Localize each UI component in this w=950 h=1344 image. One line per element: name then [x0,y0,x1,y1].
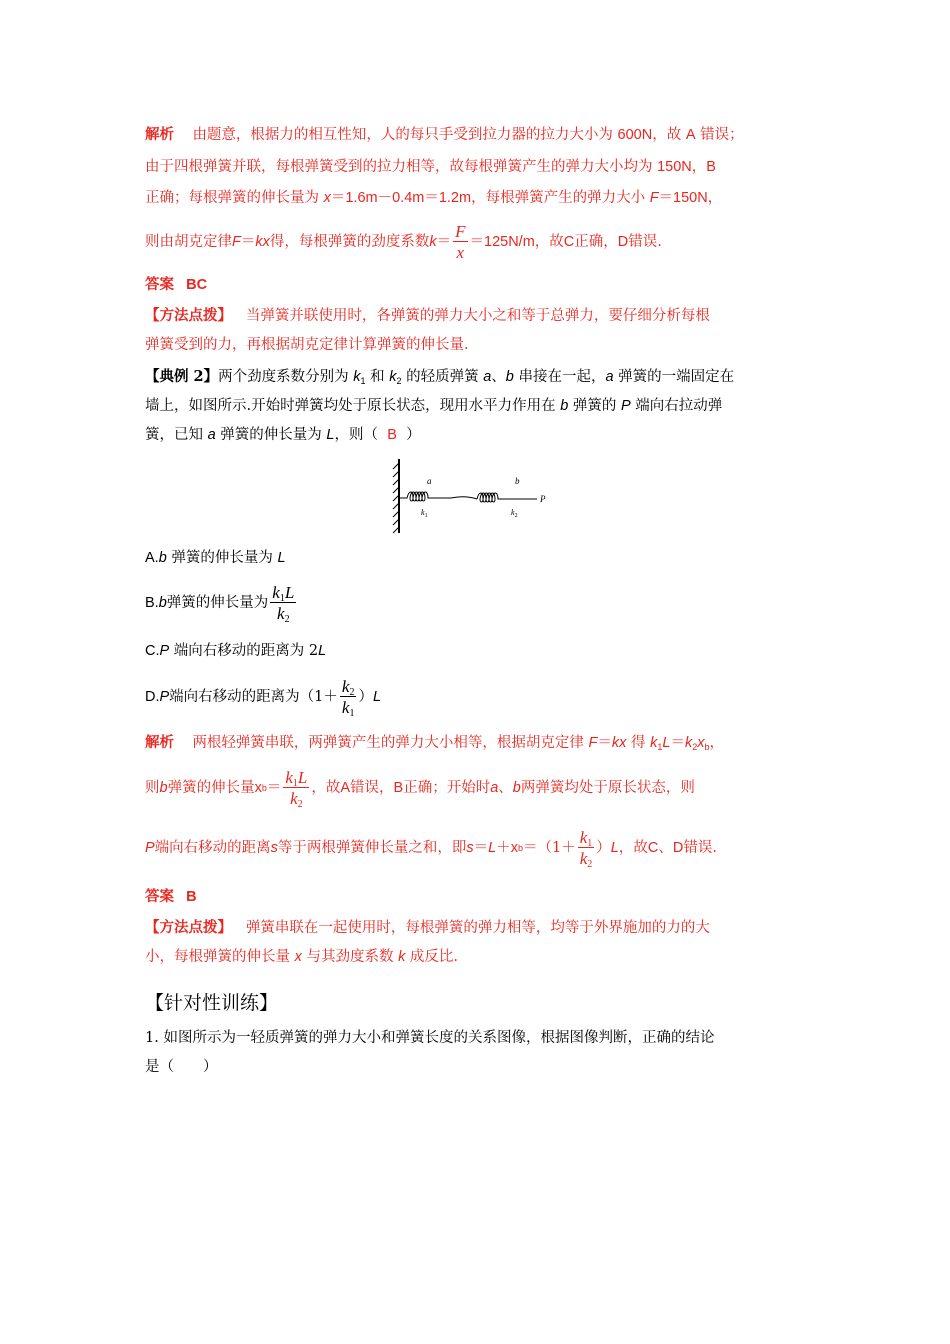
option-a: A.b 弹簧的伸长量为 L [145,550,286,566]
tip2-line1: 【方法点拨】 弹簧串联在一起使用时，每根弹簧的弹力相等，均等于外界施加的力的大 [145,919,710,936]
option-d: D. P 端向右移动的距离为（1＋ $\frac{k_2}{k_1}$ ） L [145,677,382,719]
label-p: P [540,494,546,504]
analysis1-line1: 解析 由题意，根据力的相互性知，人的每只手受到拉力器的拉力大小为 600N，故 A 错误； [145,127,744,143]
label-k1: $k_1$ [421,508,428,519]
answer2-label: 答案 [145,889,174,905]
tip2-line2: 小，每根弹簧的伸长量 x 与其劲度系数 k 成反比. [145,949,459,965]
example2-answer: B [387,427,397,443]
answer1 [145,275,207,295]
question1-line1: 1. 如图所示为一轻质弹簧的弹力大小和弹簧长度的关系图像，根据图像判断，正确的结论 [145,1030,715,1046]
fraction-k1l-over-k2: $\frac{k_1L}{k_2}$ [272,583,295,625]
question1-line2: 是（ ） [145,1059,218,1075]
label-b: b [515,476,520,486]
training-heading: 【针对性训练】 [145,992,279,1014]
tip1-line1: 【方法点拨】 当弹簧并联使用时，各弹簧的弹力大小之和等于总弹力，要仔细分析每根 [145,307,710,324]
analysis1-line4: 则由胡克定律 F ＝ kx 得，每根弹簧的劲度系数 k ＝ $\frac{F}{x}$ ＝125N/m ，故 C 正确， D 错误. [145,222,662,262]
option-c: C.P 端向右移动的距离为 2L [145,643,327,659]
option-b: B. b 弹簧的伸长量为 $\frac{k_1L}{k_2}$ [145,583,295,625]
spring-b [477,493,537,502]
tip1-line2: 弹簧受到的力，再根据胡克定律计算弹簧的伸长量. [145,337,469,353]
analysis1-line3: 正确；每根弹簧的伸长量为 x＝1.6m－0.4m＝1.2m，每根弹簧产生的弹力大小 F＝150N， [145,190,723,206]
example2-label: 【典例 2】 [145,368,219,385]
fraction-k1-over-k2: $\frac{k_1}{k_2}$ [579,828,593,870]
tip1-label: 【方法点拨】 [145,307,232,324]
fraction-f-over-x: $\frac{F}{x}$ [455,222,466,262]
label-k2: $k_2$ [511,508,518,519]
label-a: a [427,476,432,486]
connector [451,497,477,499]
spring-a [399,492,451,501]
example2-line1: 【典例 2】两个劲度系数分别为 $k_1$ 和 $k_2$ 的轻质弹簧 a、b 串接在一起，a 弹簧的一端固定在 [145,368,735,386]
analysis2-label: 解析 [145,735,174,751]
analysis2-line2: 则 b 弹簧的伸长量 x b ＝ $\frac{k_1L}{k_2}$ ，故 A 错误， B 正确；开始时 a 、 b 两弹簧均处于原长状态，则 [145,768,695,810]
analysis2-line3: P 端向右移动的距离 s 等于两根弹簧伸长量之和，即 s ＝ L ＋ x b ＝（1＋ $\frac{k_1}{k_2}$ ） L ，故 C 、 D 错误. [145,828,717,870]
fraction-k2-over-k1: $\frac{k_2}{k_1}$ [341,677,355,719]
answer2 [145,887,197,907]
fraction-xb: $\frac{k_1L}{k_2}$ [285,768,308,810]
tip2-label: 【方法点拨】 [145,919,232,936]
analysis2-line1: 解析 两根轻弹簧串联，两弹簧产生的弹力大小相等，根据胡克定律 F＝kx 得 $k_1L=k_2x_b$， [145,735,724,752]
example2-line3: 簧，已知 a 弹簧的伸长量为 L，则（ B ） [145,427,421,443]
spring-diagram [385,455,565,535]
example2-line2: 墙上，如图所示.开始时弹簧均处于原长状态，现用水平力作用在 b 弹簧的 P 端向右拉动弹 [145,398,723,414]
answer2-value: B [186,889,197,905]
answer1-label: 答案 [145,277,174,293]
analysis1-line2: 由于四根弹簧并联，每根弹簧受到的拉力相等，故每根弹簧产生的弹力大小均为 150N，B [145,159,716,175]
analysis1-label: 解析 [145,127,174,143]
answer1-value: BC [186,277,208,293]
